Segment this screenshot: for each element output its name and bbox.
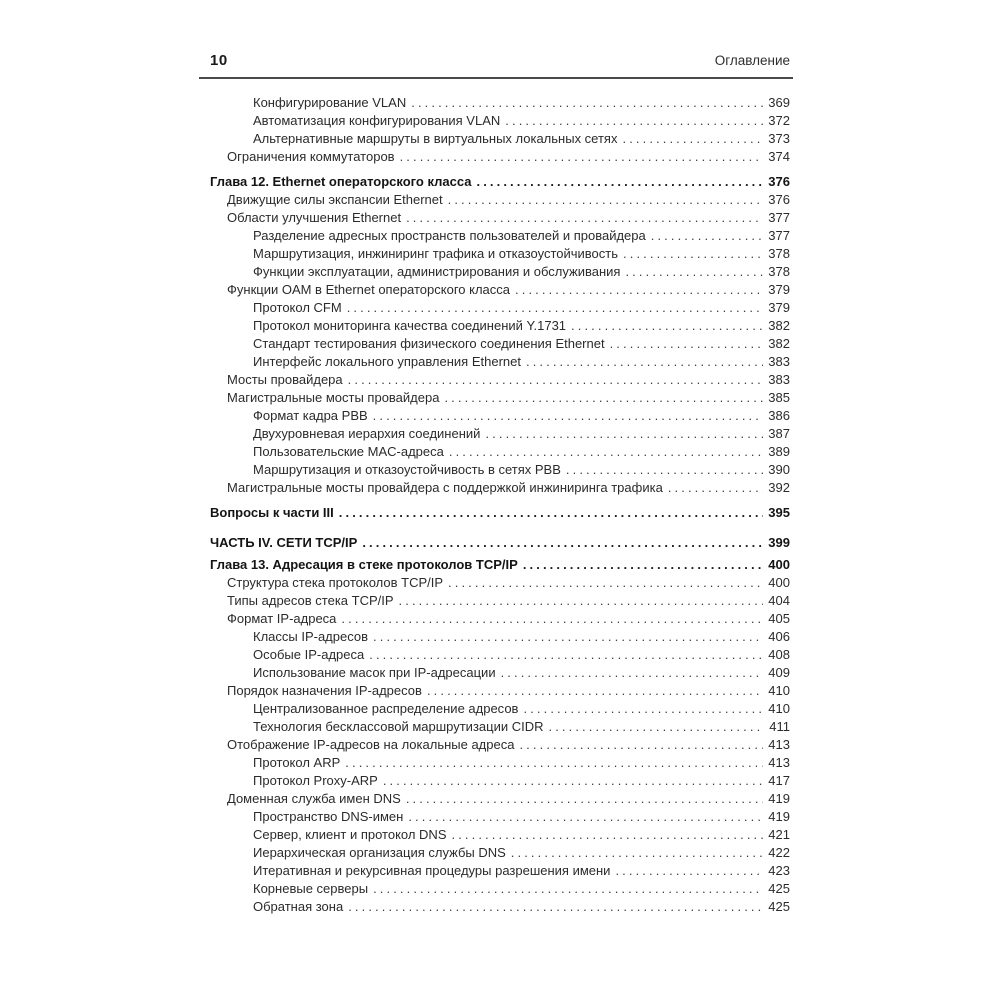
toc-entry (210, 534, 790, 552)
toc-entry (210, 317, 790, 335)
dot-leader (383, 772, 763, 790)
toc-entry (210, 772, 790, 790)
toc-entry (210, 880, 790, 898)
dot-leader (452, 826, 764, 844)
dot-leader (369, 646, 763, 664)
toc-entry (210, 862, 790, 880)
dot-leader (523, 700, 763, 718)
dot-leader (566, 461, 763, 479)
toc-entry-page: 405 (768, 611, 790, 626)
toc-entry-title: Порядок назначения IP-адресов (227, 683, 422, 698)
toc-entry-page: 373 (768, 131, 790, 146)
toc-entry-title: Пространство DNS-имен (253, 809, 404, 824)
toc-entry-page: 385 (768, 390, 790, 405)
toc-entry-page: 369 (768, 95, 790, 110)
toc-entry-title: ЧАСТЬ IV. СЕТИ TCP/IP (210, 535, 358, 550)
toc-entry-title: Протокол Proxy-ARP (253, 773, 378, 788)
toc-entry-page: 395 (768, 505, 790, 520)
toc-entry-page: 378 (768, 264, 790, 279)
toc-entry-title: Иерархическая организация службы DNS (253, 845, 506, 860)
dot-leader (444, 389, 763, 407)
toc-entry-page: 382 (768, 318, 790, 333)
toc-entry-title: Классы IP-адресов (253, 629, 369, 644)
toc-entry (210, 112, 790, 130)
toc-entry (210, 425, 790, 443)
toc-entry (210, 646, 790, 664)
toc-entry-title: Конфигурирование VLAN (253, 95, 407, 110)
dot-leader (406, 790, 763, 808)
toc-entry (210, 628, 790, 646)
toc-entry-title: Двухуровневая иерархия соединений (253, 426, 481, 441)
toc-entry-title: Мосты провайдера (227, 372, 343, 387)
toc-entry-title: Особые IP-адреса (253, 647, 365, 662)
toc-entry-title: Отображение IP-адресов на локальные адреса (227, 737, 515, 752)
toc-entry-page: 419 (768, 791, 790, 806)
dot-leader (615, 862, 763, 880)
toc-entry (210, 610, 790, 628)
toc-entry-title: Пользовательские MAC-адреса (253, 444, 444, 459)
toc-entry-page: 383 (768, 354, 790, 369)
toc-entry (210, 227, 790, 245)
toc-entry-title: Корневые серверы (253, 881, 369, 896)
toc-entry (210, 844, 790, 862)
toc-entry-page: 411 (769, 719, 790, 734)
dot-leader (485, 425, 763, 443)
running-head (199, 52, 793, 79)
dot-leader (411, 94, 763, 112)
toc-entry (210, 335, 790, 353)
dot-leader (427, 682, 763, 700)
toc-entry (210, 148, 790, 166)
toc-entry-page: 392 (768, 480, 790, 495)
dot-leader (400, 148, 764, 166)
toc-entry-page: 377 (768, 210, 790, 225)
toc-entry-page: 378 (768, 246, 790, 261)
toc-entry-page: 376 (768, 174, 790, 189)
dot-leader (476, 173, 763, 191)
toc-entry (210, 209, 790, 227)
dot-leader (408, 808, 763, 826)
toc-entry-page: 386 (768, 408, 790, 423)
toc-entry-page: 379 (768, 300, 790, 315)
toc-entry-title: Вопросы к части III (210, 505, 334, 520)
dot-leader (348, 898, 763, 916)
toc-entry (210, 556, 790, 574)
dot-leader (348, 371, 764, 389)
toc-entry (210, 479, 790, 497)
toc-entry-title: Глава 12. Ethernet операторского класса (210, 174, 472, 189)
toc-entry-page: 382 (768, 336, 790, 351)
toc-entry (210, 700, 790, 718)
toc-entry-page: 409 (768, 665, 790, 680)
toc-entry-page: 399 (768, 535, 790, 550)
dot-leader (399, 592, 764, 610)
toc-entry-title: Магистральные мосты провайдера с поддержкой инжиниринга трафика (227, 480, 663, 495)
toc-entry-title: Стандарт тестирования физического соединения Ethernet (253, 336, 605, 351)
dot-leader (345, 754, 763, 772)
dot-leader (526, 353, 763, 371)
dot-leader (341, 610, 763, 628)
toc-entry-page: 425 (768, 899, 790, 914)
toc-entry (210, 281, 790, 299)
toc-entry (210, 263, 790, 281)
toc-entry (210, 718, 790, 736)
dot-leader (448, 191, 764, 209)
toc-entry-page: 374 (768, 149, 790, 164)
toc-entry-page: 379 (768, 282, 790, 297)
toc-entry-title: Формат IP-адреса (227, 611, 337, 626)
toc-entry-title: Протокол мониторинга качества соединений Y.1731 (253, 318, 567, 333)
toc-entry-page: 389 (768, 444, 790, 459)
toc-entry-title: Протокол CFM (253, 300, 342, 315)
dot-leader (505, 112, 763, 130)
toc-entry (210, 682, 790, 700)
toc-entry-page: 376 (768, 192, 790, 207)
toc-entry-title: Разделение адресных пространств пользователей и провайдера (253, 228, 646, 243)
toc-entry (210, 736, 790, 754)
toc-entry (210, 371, 790, 389)
toc-entry-title: Использование масок при IP-адресации (253, 665, 496, 680)
toc-entry-title: Маршрутизация и отказоустойчивость в сетях PBB (253, 462, 561, 477)
toc-entry-title: Формат кадра PBB (253, 408, 368, 423)
toc-entry-page: 422 (768, 845, 790, 860)
toc-entry (210, 191, 790, 209)
toc-entry (210, 94, 790, 112)
toc-entry (210, 407, 790, 425)
toc-entry-title: Движущие силы экспансии Ethernet (227, 192, 443, 207)
toc-entry (210, 443, 790, 461)
dot-leader (623, 245, 763, 263)
dot-leader (448, 574, 763, 592)
toc-entry-title: Маршрутизация, инжиниринг трафика и отказоустойчивость (253, 246, 619, 261)
toc-entry (210, 353, 790, 371)
toc-entry-title: Интерфейс локального управления Ethernet (253, 354, 521, 369)
toc-entry-page: 387 (768, 426, 790, 441)
toc-entry-page: 423 (768, 863, 790, 878)
dot-leader (406, 209, 763, 227)
toc-entry-title: Технология бесклассовой маршрутизации CIDR (253, 719, 544, 734)
toc-entry-page: 390 (768, 462, 790, 477)
toc-list (199, 94, 793, 916)
toc-entry (210, 664, 790, 682)
dot-leader (339, 504, 764, 522)
dot-leader (571, 317, 763, 335)
toc-entry (210, 574, 790, 592)
dot-leader (373, 628, 763, 646)
dot-leader (449, 443, 763, 461)
dot-leader (523, 556, 763, 574)
toc-entry-title: Обратная зона (253, 899, 344, 914)
toc-entry-title: Сервер, клиент и протокол DNS (253, 827, 447, 842)
dot-leader (373, 407, 764, 425)
dot-leader (515, 281, 763, 299)
toc-entry-title: Ограничения коммутаторов (227, 149, 395, 164)
dot-leader (668, 479, 763, 497)
toc-entry (210, 898, 790, 916)
toc-entry (210, 592, 790, 610)
toc-entry (210, 245, 790, 263)
toc-entry-title: Типы адресов стека TCP/IP (227, 593, 394, 608)
toc-entry-title: Итеративная и рекурсивная процедуры разрешения имени (253, 863, 611, 878)
dot-leader (511, 844, 764, 862)
dot-leader (519, 736, 763, 754)
toc-entry-page: 372 (768, 113, 790, 128)
dot-leader (501, 664, 764, 682)
toc-entry-page: 383 (768, 372, 790, 387)
toc-entry-title: Централизованное распределение адресов (253, 701, 519, 716)
toc-entry-page: 413 (768, 755, 790, 770)
toc-entry (210, 754, 790, 772)
toc-entry-page: 413 (768, 737, 790, 752)
toc-entry-page: 400 (768, 557, 790, 572)
toc-entry (210, 504, 790, 522)
dot-leader (622, 130, 763, 148)
toc-entry (210, 130, 790, 148)
toc-entry-title: Структура стека протоколов TCP/IP (227, 575, 444, 590)
toc-entry (210, 790, 790, 808)
page-number: 10 (210, 52, 228, 69)
toc-entry-page: 408 (768, 647, 790, 662)
dot-leader (362, 534, 763, 552)
toc-entry (210, 461, 790, 479)
toc-entry (210, 389, 790, 407)
toc-entry-title: Функции эксплуатации, администрирования и обслуживания (253, 264, 621, 279)
toc-entry-page: 404 (768, 593, 790, 608)
toc-entry-page: 410 (768, 701, 790, 716)
dot-leader (625, 263, 763, 281)
toc-entry (210, 299, 790, 317)
dot-leader (373, 880, 763, 898)
toc-entry (210, 173, 790, 191)
toc-entry-title: Протокол ARP (253, 755, 341, 770)
toc-entry-title: Глава 13. Адресация в стеке протоколов TCP/IP (210, 557, 518, 572)
toc-entry-title: Области улучшения Ethernet (227, 210, 402, 225)
toc-entry-title: Магистральные мосты провайдера (227, 390, 440, 405)
toc-entry (210, 826, 790, 844)
toc-entry-page: 406 (768, 629, 790, 644)
toc-entry-page: 400 (768, 575, 790, 590)
dot-leader (549, 718, 765, 736)
toc-entry-page: 377 (768, 228, 790, 243)
toc-entry-page: 421 (768, 827, 790, 842)
toc-entry-title: Доменная служба имен DNS (227, 791, 401, 806)
toc-entry-page: 417 (768, 773, 790, 788)
dot-leader (347, 299, 764, 317)
toc-entry-page: 410 (768, 683, 790, 698)
toc-entry-title: Автоматизация конфигурирования VLAN (253, 113, 501, 128)
toc-entry (210, 808, 790, 826)
dot-leader (651, 227, 764, 245)
toc-entry-page: 419 (768, 809, 790, 824)
book-page (199, 52, 793, 916)
toc-entry-title: Функции OAM в Ethernet операторского класса (227, 282, 511, 297)
toc-entry-page: 425 (768, 881, 790, 896)
dot-leader (610, 335, 764, 353)
toc-entry-title: Альтернативные маршруты в виртуальных локальных сетях (253, 131, 618, 146)
running-head-title: Оглавление (714, 53, 790, 68)
